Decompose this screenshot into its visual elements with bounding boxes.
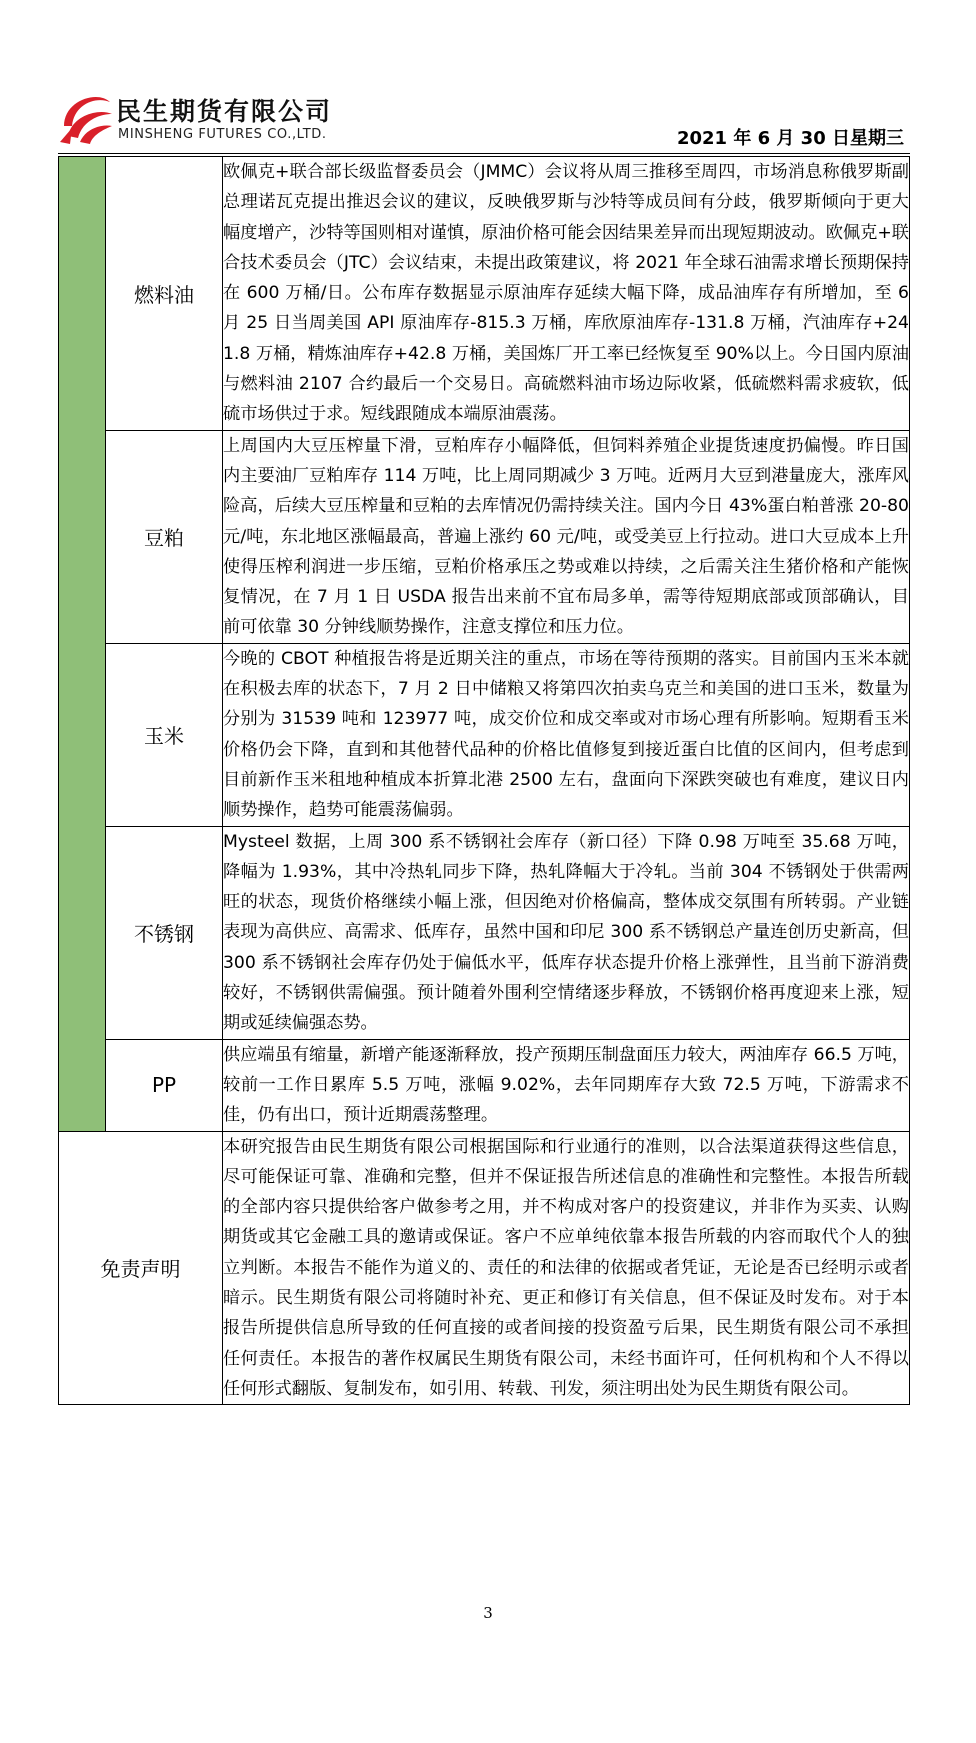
commentary-text: Mysteel 数据，上周 300 系不锈钢社会库存（新口径）下降 0.98 万吨至 35.68 万吨，降幅为 1.93%，其中冷热轧同步下降，热轧降幅大于冷轧。当前 304 不锈钢处于供需两旺的状态，现货价格继续小幅上涨，但因绝对价格偏高，整体成交氛围有所转弱。产业链表现为高供应、高需求、低库存，虽然中国和印尼 300 系不锈钢总产量连创历史新高，但 300 系不锈钢社会库存仍处于偏低水平，低库存状态提升价格上涨弹性，且当前下游消费较好，不锈钢供需偏强。预计随着外围利空情绪逐步释放，不锈钢价格再度迎来上涨，短期或延续偏强态势。 bbox=[223, 826, 910, 1039]
section-color-band bbox=[59, 157, 106, 1132]
table-row bbox=[59, 1039, 910, 1131]
header-divider bbox=[58, 153, 910, 154]
commentary-text: 今晚的 CBOT 种植报告将是近期关注的重点，市场在等待预期的落实。目前国内玉米本就在积极去库的状态下，7 月 2 日中储粮又将第四次拍卖乌克兰和美国的进口玉米，数量为分别为 31539 吨和 123977 吨，成交价位和成交率或对市场心理有所影响。短期看玉米价格仍会下降，直到和其他替代品种的价格比值修复到接近蛋白比值的区间内，但考虑到目前新作玉米租地种植成本折算北港 2500 左右，盘面向下深跌突破也有难度，建议日内顺势操作，趋势可能震荡偏弱。 bbox=[223, 643, 910, 826]
category-label: 不锈钢 bbox=[106, 826, 223, 1039]
table-row bbox=[59, 430, 910, 643]
category-label: PP bbox=[106, 1039, 223, 1131]
company-name-en: MINSHENG FUTURES CO.,LTD. bbox=[118, 127, 327, 142]
report-date: 2021 年 6 月 30 日星期三 bbox=[676, 128, 904, 149]
commentary-text: 欧佩克+联合部长级监督委员会（JMMC）会议将从周三推移至周四，市场消息称俄罗斯副总理诺瓦克提出推迟会议的建议，反映俄罗斯与沙特等成员间有分歧，俄罗斯倾向于更大幅度增产，沙特等国则相对谨慎，原油价格可能会因结果差异而出现短期波动。欧佩克+联合技术委员会（JTC）会议结束，未提出政策建议，将 2021 年全球石油需求增长预期保持在 600 万桶/日。公布库存数据显示原油库存延续大幅下降，成品油库存有所增加，至 6 月 25 日当周美国 API 原油库存-815.3 万桶，库欣原油库存-131.8 万桶，汽油库存+241.8 万桶，精炼油库存+42.8 万桶，美国炼厂开工率已经恢复至 90%以上。今日国内原油与燃料油 2107 合约最后一个交易日。高硫燃料油市场边际收紧，低硫燃料需求疲软，低硫市场供过于求。短线跟随成本端原油震荡。 bbox=[223, 157, 910, 431]
table-row bbox=[59, 643, 910, 826]
table-row bbox=[59, 157, 910, 431]
company-logo bbox=[58, 82, 358, 152]
table-row bbox=[59, 826, 910, 1039]
disclaimer-row bbox=[59, 1131, 910, 1405]
page-number: 3 bbox=[483, 1604, 493, 1622]
category-label: 豆粕 bbox=[106, 430, 223, 643]
commentary-text: 供应端虽有缩量，新增产能逐渐释放，投产预期压制盘面压力较大，两油库存 66.5 万吨，较前一工作日累库 5.5 万吨，涨幅 9.02%，去年同期库存大致 72.5 万吨，下游需求不佳，仍有出口，预计近期震荡整理。 bbox=[223, 1039, 910, 1131]
company-name-cn: 民生期货有限公司 bbox=[116, 97, 333, 126]
disclaimer-text: 本研究报告由民生期货有限公司根据国际和行业通行的准则，以合法渠道获得这些信息，尽可能保证可靠、准确和完整，但并不保证报告所述信息的准确性和完整性。本报告所载的全部内容只提供给客户做参考之用，并不构成对客户的投资建议，并非作为买卖、认购期货或其它金融工具的邀请或保证。客户不应单纯依靠本报告所载的内容而取代个人的独立判断。本报告不能作为道义的、责任的和法律的依据或者凭证，无论是否已经明示或者暗示。民生期货有限公司将随时补充、更正和修订有关信息，但不保证及时发布。对于本报告所提供信息所导致的任何直接的或者间接的投资盈亏后果，民生期货有限公司不承担任何责任。本报告的著作权属民生期货有限公司，未经书面许可，任何机构和个人不得以任何形式翻版、复制发布，如引用、转载、刊发，须注明出处为民生期货有限公司。 bbox=[223, 1131, 910, 1405]
report-table bbox=[58, 156, 910, 1405]
commentary-text: 上周国内大豆压榨量下滑，豆粕库存小幅降低，但饲料养殖企业提货速度扔偏慢。昨日国内主要油厂豆粕库存 114 万吨，比上周同期减少 3 万吨。近两月大豆到港量庞大，涨库风险高，后续大豆压榨量和豆粕的去库情况仍需持续关注。国内今日 43%蛋白粕普涨 20-80 元/吨，东北地区涨幅最高，普遍上涨约 60 元/吨，或受美豆上行拉动。进口大豆成本上升使得压榨利润进一步压缩，豆粕价格承压之势或难以持续，之后需关注生猪价格和产能恢复情况，在 7 月 1 日 USDA 报告出来前不宜布局多单，需等待短期底部或顶部确认，目前可依靠 30 分钟线顺势操作，注意支撑位和压力位。 bbox=[223, 430, 910, 643]
category-label: 燃料油 bbox=[106, 157, 223, 431]
category-label: 玉米 bbox=[106, 643, 223, 826]
disclaimer-label: 免责声明 bbox=[59, 1131, 223, 1405]
minsheng-logo-icon bbox=[58, 82, 114, 148]
